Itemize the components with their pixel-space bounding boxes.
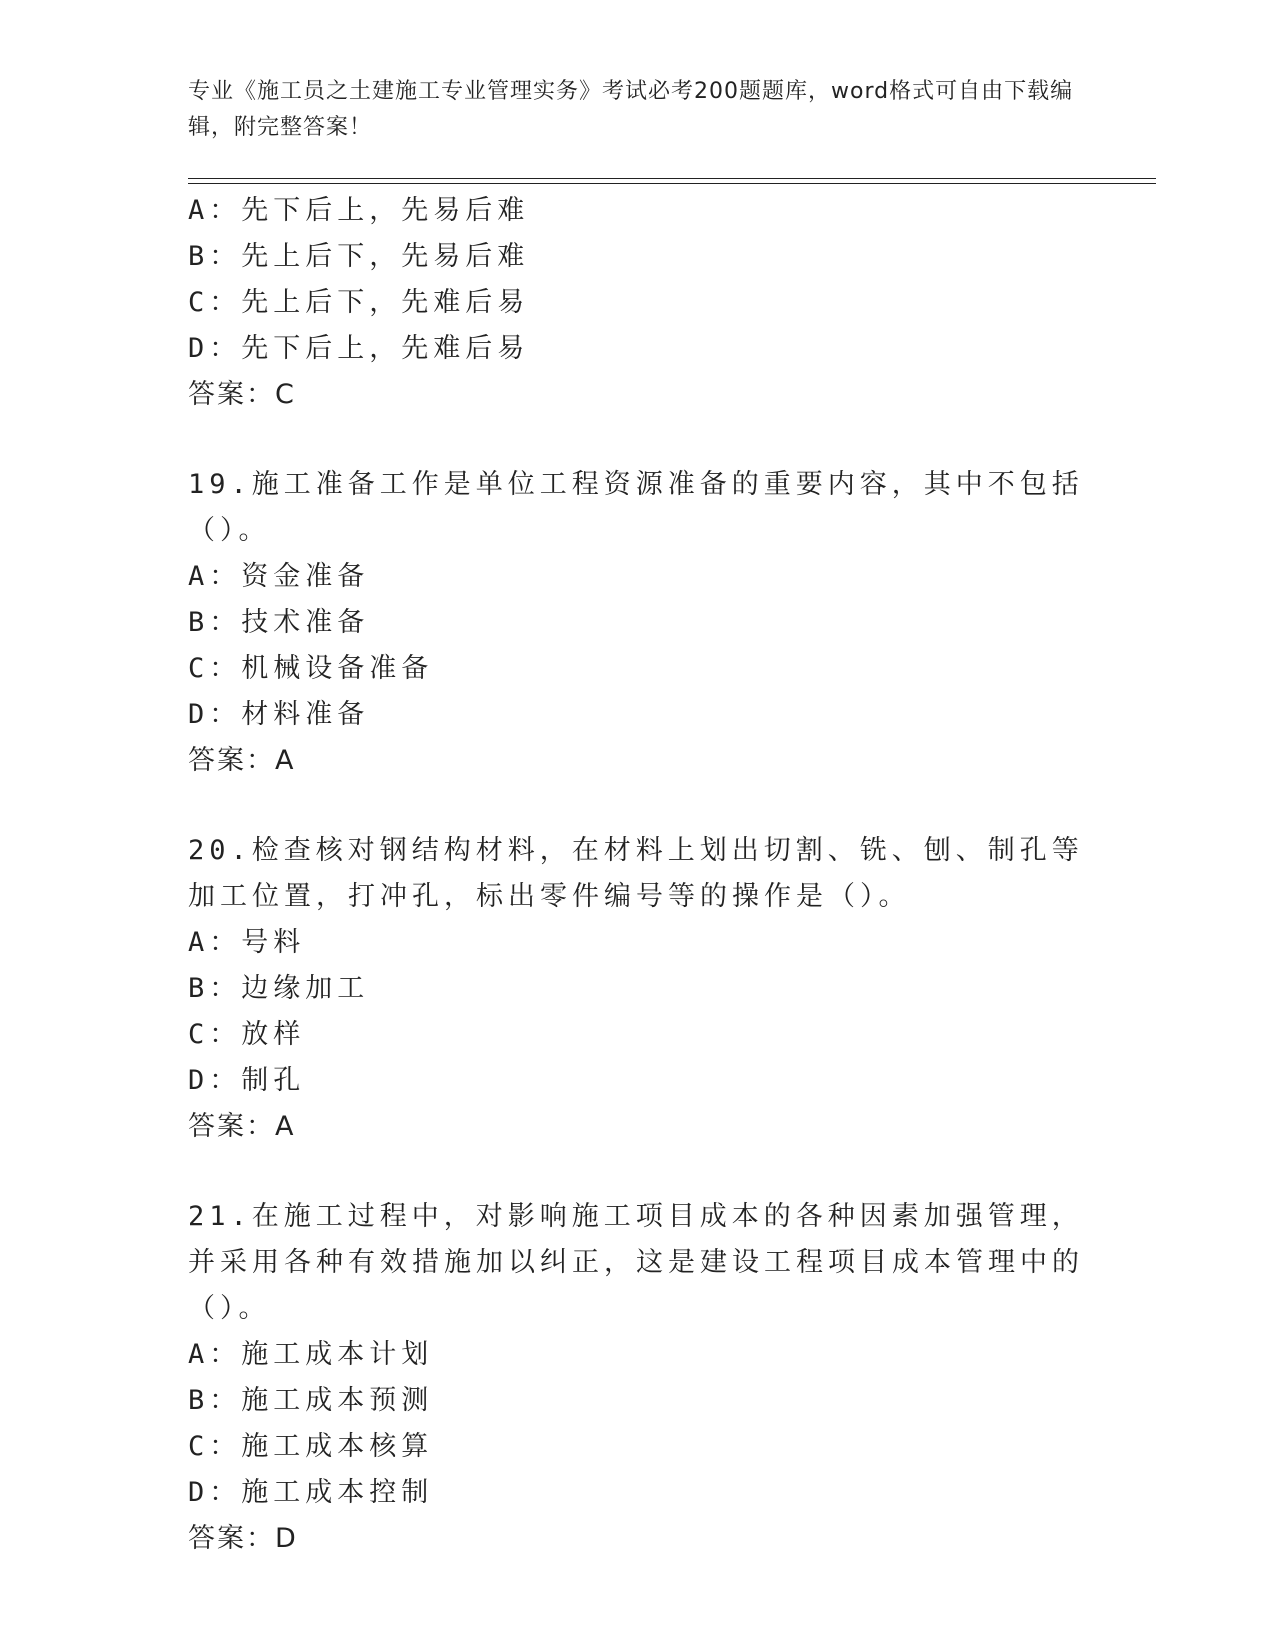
document-header: 专业《施工员之土建施工专业管理实务》考试必考200题题库，word格式可自由下载编辑，附完整答案！ bbox=[188, 79, 1074, 140]
spacer bbox=[188, 784, 1088, 828]
question-block-18 bbox=[188, 188, 1088, 418]
option-d: D：施工成本控制 bbox=[188, 1477, 434, 1508]
option-b: B：施工成本预测 bbox=[188, 1385, 434, 1416]
question-block-19 bbox=[188, 462, 1088, 784]
spacer bbox=[188, 418, 1088, 462]
spacer bbox=[188, 1150, 1088, 1194]
question-block-20 bbox=[188, 828, 1088, 1150]
question-stem: 20.检查核对钢结构材料，在材料上划出切割、铣、刨、制孔等加工位置，打冲孔，标出零件编号等的操作是（）。 bbox=[188, 835, 1084, 912]
option-b: B：先上后下，先易后难 bbox=[188, 241, 530, 272]
header-rule-bottom bbox=[188, 183, 1156, 184]
option-a: A：号料 bbox=[188, 927, 306, 958]
question-stem: 19.施工准备工作是单位工程资源准备的重要内容，其中不包括（）。 bbox=[188, 469, 1084, 546]
question-block-21 bbox=[188, 1194, 1088, 1562]
option-d: D：先下后上，先难后易 bbox=[188, 333, 530, 364]
option-c: C：机械设备准备 bbox=[188, 653, 434, 684]
option-d: D：材料准备 bbox=[188, 699, 370, 730]
option-b: B：边缘加工 bbox=[188, 973, 370, 1004]
option-c: C：先上后下，先难后易 bbox=[188, 287, 530, 318]
option-c: C：施工成本核算 bbox=[188, 1431, 434, 1462]
answer: 答案：A bbox=[188, 1111, 296, 1142]
option-a: A：资金准备 bbox=[188, 561, 370, 592]
option-b: B：技术准备 bbox=[188, 607, 370, 638]
question-list bbox=[188, 188, 1088, 1562]
option-d: D：制孔 bbox=[188, 1065, 306, 1096]
option-a: A：先下后上，先易后难 bbox=[188, 195, 530, 226]
answer: 答案：D bbox=[188, 1523, 298, 1554]
option-a: A：施工成本计划 bbox=[188, 1339, 434, 1370]
question-stem: 21.在施工过程中，对影响施工项目成本的各种因素加强管理，并采用各种有效措施加以纠正，这是建设工程项目成本管理中的（）。 bbox=[188, 1201, 1084, 1324]
header-rule-top bbox=[188, 178, 1156, 179]
answer: 答案：A bbox=[188, 745, 296, 776]
option-c: C：放样 bbox=[188, 1019, 306, 1050]
answer: 答案：C bbox=[188, 379, 296, 410]
